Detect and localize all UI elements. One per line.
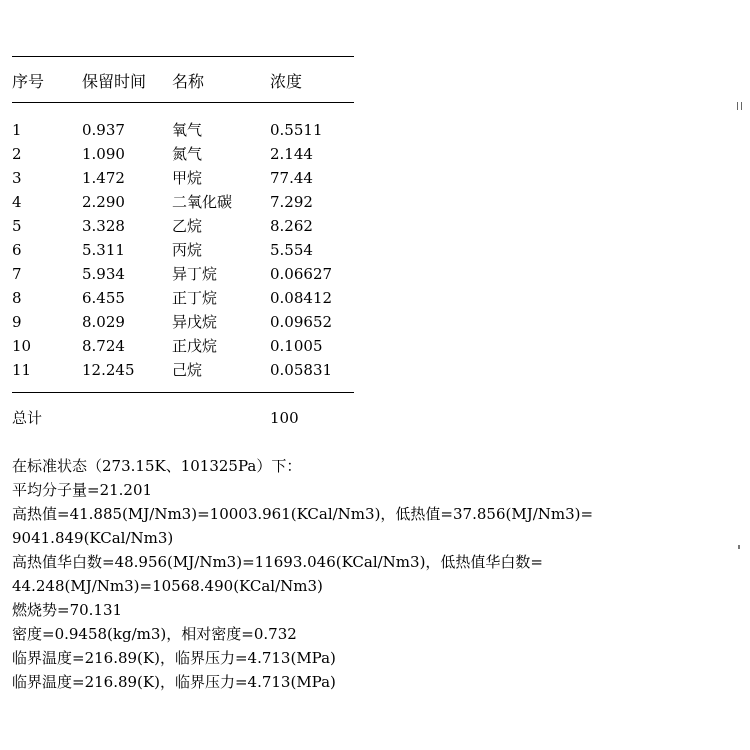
row-concentration: 5.554 <box>270 241 313 259</box>
table-row <box>12 286 372 310</box>
row-index: 6 <box>12 241 22 259</box>
row-retention-time: 12.245 <box>82 361 135 379</box>
row-concentration: 0.08412 <box>270 289 333 307</box>
row-retention-time: 6.455 <box>82 289 125 307</box>
row-index: 10 <box>12 337 32 355</box>
table-row <box>12 118 372 142</box>
row-index: 11 <box>12 361 32 379</box>
row-concentration: 0.05831 <box>270 361 333 379</box>
row-name: 甲烷 <box>172 169 203 187</box>
row-name: 异丁烷 <box>172 265 218 283</box>
row-index: 2 <box>12 145 22 163</box>
table-top-rule <box>12 56 354 57</box>
row-name: 氧气 <box>172 121 203 139</box>
row-retention-time: 5.934 <box>82 265 125 283</box>
row-concentration: 0.1005 <box>270 337 323 355</box>
row-name: 乙烷 <box>172 217 203 235</box>
total-label: 总计 <box>12 409 43 427</box>
table-row <box>12 358 372 382</box>
row-name: 氮气 <box>172 145 203 163</box>
edge-artifact-dot <box>738 545 740 549</box>
row-name: 异戊烷 <box>172 313 218 331</box>
table-bottom-rule <box>12 392 354 393</box>
heating-value-line-2: 9041.849(KCal/Nm3) <box>12 529 174 547</box>
row-retention-time: 1.472 <box>82 169 125 187</box>
critical-values-line-1: 临界温度=216.89(K)，临界压力=4.713(MPa) <box>12 649 336 667</box>
table-row <box>12 214 372 238</box>
row-index: 4 <box>12 193 22 211</box>
row-index: 3 <box>12 169 22 187</box>
header-retention-time: 保留时间 <box>82 72 147 91</box>
table-header-rule <box>12 102 354 103</box>
row-concentration: 77.44 <box>270 169 313 187</box>
row-retention-time: 8.724 <box>82 337 125 355</box>
row-concentration: 7.292 <box>270 193 313 211</box>
row-index: 7 <box>12 265 22 283</box>
average-molecular-weight: 平均分子量=21.201 <box>12 481 153 499</box>
table-total-row <box>12 406 372 430</box>
table-row <box>12 334 372 358</box>
table-row <box>12 190 372 214</box>
table-row <box>12 142 372 166</box>
row-retention-time: 5.311 <box>82 241 125 259</box>
density-line: 密度=0.9458(kg/m3)，相对密度=0.732 <box>12 625 297 643</box>
row-index: 9 <box>12 313 22 331</box>
standard-condition-line: 在标准状态（273.15K、101325Pa）下： <box>12 457 302 475</box>
heating-value-line-1: 高热值=41.885(MJ/Nm3)=10003.961(KCal/Nm3)，低热值=37.856(MJ/Nm3)= <box>12 505 594 523</box>
row-retention-time: 1.090 <box>82 145 125 163</box>
row-index: 1 <box>12 121 22 139</box>
row-name: 正丁烷 <box>172 289 218 307</box>
table-row <box>12 166 372 190</box>
row-name: 正戊烷 <box>172 337 218 355</box>
header-index: 序号 <box>12 72 45 91</box>
combustion-potential: 燃烧势=70.131 <box>12 601 123 619</box>
edge-artifact-mark <box>737 102 742 110</box>
row-retention-time: 3.328 <box>82 217 125 235</box>
row-retention-time: 8.029 <box>82 313 125 331</box>
row-name: 己烷 <box>172 361 203 379</box>
total-value: 100 <box>270 409 299 427</box>
row-retention-time: 0.937 <box>82 121 125 139</box>
table-row <box>12 262 372 286</box>
row-concentration: 2.144 <box>270 145 313 163</box>
row-concentration: 8.262 <box>270 217 313 235</box>
row-retention-time: 2.290 <box>82 193 125 211</box>
header-concentration: 浓度 <box>270 72 303 91</box>
row-index: 8 <box>12 289 22 307</box>
table-row <box>12 310 372 334</box>
header-name: 名称 <box>172 72 205 91</box>
critical-values-line-2: 临界温度=216.89(K)，临界压力=4.713(MPa) <box>12 673 336 691</box>
table-row <box>12 238 372 262</box>
row-name: 丙烷 <box>172 241 203 259</box>
wobbe-index-line-2: 44.248(MJ/Nm3)=10568.490(KCal/Nm3) <box>12 577 323 595</box>
row-name: 二氧化碳 <box>172 193 233 211</box>
row-index: 5 <box>12 217 22 235</box>
row-concentration: 0.09652 <box>270 313 333 331</box>
row-concentration: 0.06627 <box>270 265 333 283</box>
gas-properties <box>12 454 702 694</box>
table-body <box>12 118 372 382</box>
wobbe-index-line-1: 高热值华白数=48.956(MJ/Nm3)=11693.046(KCal/Nm3)，低热值华白数= <box>12 553 543 571</box>
row-concentration: 0.5511 <box>270 121 323 139</box>
